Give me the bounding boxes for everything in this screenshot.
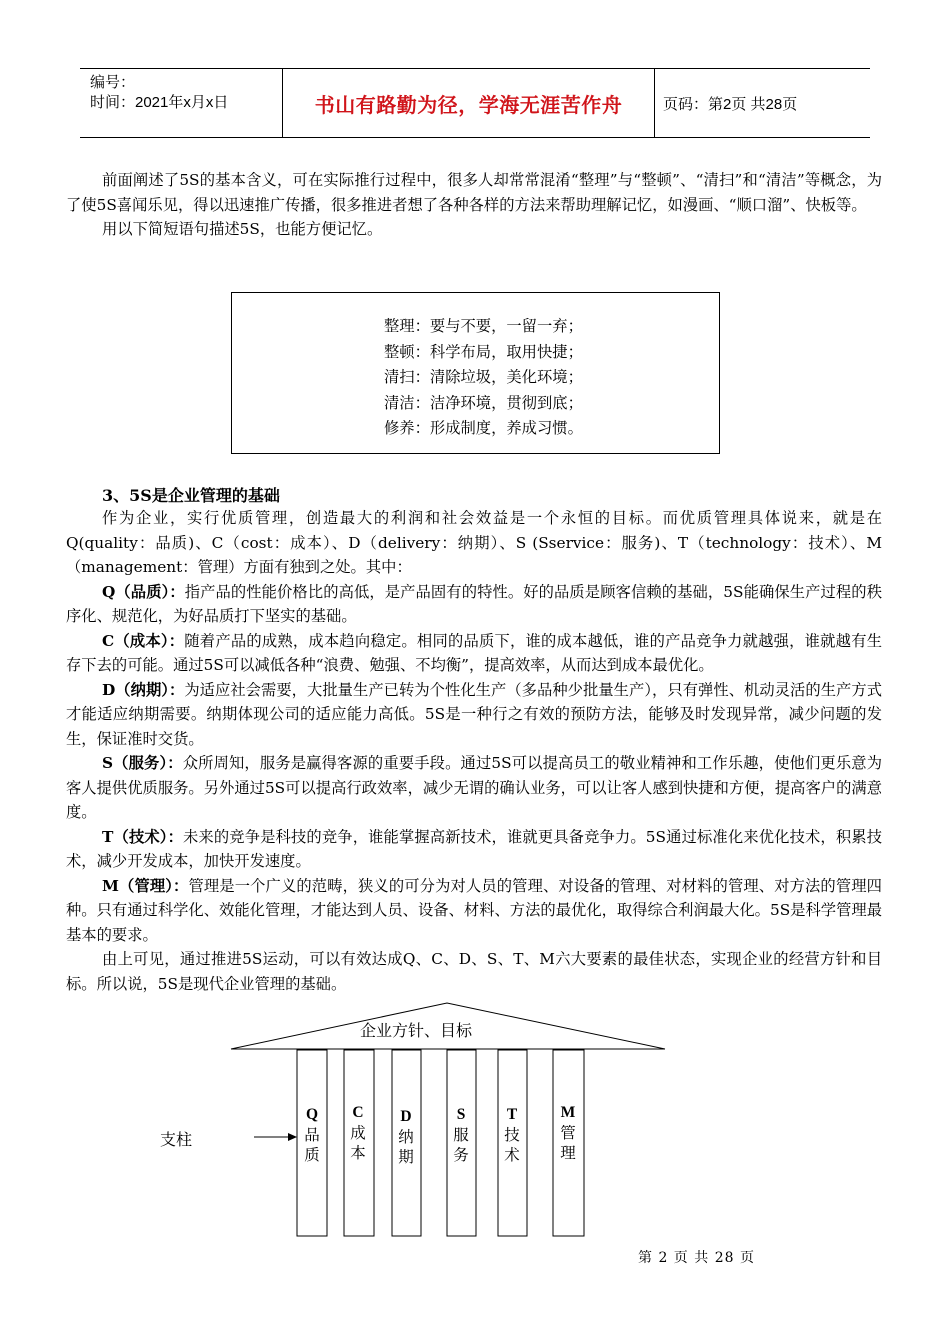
pillar-q-char2: 质	[304, 1146, 320, 1164]
pillar-q-letter: Q	[305, 1106, 319, 1123]
item-delivery-text: 为适应社会需要，大批量生产已转为个性化生产（多品种少批量生产），只有弹性、机动灵活的生产方式才能适应纳期需要。纳期体现公司的适应能力高低。5S是一种行之有效的预防方法，能够及时发现异常，减少问题的发生，保证准时交货。	[66, 680, 882, 748]
header-motto: 书山有路勤为径，学海无涯苦作舟	[314, 94, 623, 117]
pillar-c-letter: C	[352, 1104, 364, 1121]
pillar-t-char1: 技	[504, 1126, 520, 1144]
section-body	[66, 506, 882, 996]
item-technology-text: 未来的竞争是科技的竞争，谁能掌握高新技术，谁就更具备竞争力。5S通过标准化来优化技术，积累技术，减少开发成本，加快开发速度。	[66, 827, 882, 870]
item-service-text: 众所周知，服务是赢得客源的重要手段。通过5S可以提高员工的敬业精神和工作乐趣，使他们更乐意为客人提供优质服务。另外通过5S可以提高行政效率，减少无谓的确认业务，可以让客人感到快捷和方便，提高客户的满意度。	[66, 754, 882, 821]
item-quality-text: 指产品的性能价格比的高低，是产品固有的特性。好的品质是顾客信赖的基础，5S能确保生产过程的秩序化、规范化，为好品质打下坚实的基础。	[66, 582, 882, 625]
support-label: 支柱	[160, 1130, 193, 1149]
item-cost-term: C（成本）：	[102, 631, 185, 650]
section-conclusion: 由上可见，通过推进5S运动，可以有效达成Q、C、D、S、T、M六大要素的最佳状态，实现企业的经营方针和目标。所以说，5S是现代企业管理的基础。	[66, 950, 882, 993]
pillar-d-char2: 期	[398, 1148, 414, 1166]
item-cost	[66, 629, 882, 678]
pillar-t-letter: T	[506, 1106, 518, 1123]
pillar-m-char1: 管	[560, 1124, 576, 1142]
item-technology	[66, 825, 882, 874]
pillar-s-letter: S	[456, 1106, 466, 1123]
pillar-q-text	[301, 1105, 323, 1165]
header-left-cell	[80, 69, 283, 137]
pillar-c-char1: 成	[350, 1124, 366, 1142]
item-service	[66, 751, 882, 825]
summary-line-seiso: 清扫：清除垃圾，美化环境；	[384, 368, 583, 386]
item-quality	[66, 580, 882, 629]
intro-paragraph-1: 前面阐述了5S的基本含义，可在实际推行过程中，很多人却常常混淆“整理”与“整顿”、“清扫”和“清洁”等概念，为了使5S喜闻乐见，得以迅速推广传播，很多推进者想了各种各样的方法来帮助理解记忆，如漫画、“顺口溜”、快板等。	[66, 171, 882, 214]
pillar-q-char1: 品	[304, 1126, 320, 1144]
pillar-c-text	[347, 1103, 369, 1163]
header-right-cell	[655, 69, 870, 137]
item-quality-term: Q（品质）：	[102, 582, 185, 601]
support-arrow-head-icon	[288, 1133, 297, 1141]
intro-paragraph-2: 用以下简短语句描述5S，也能方便记忆。	[102, 220, 383, 238]
roof-label: 企业方针、目标	[360, 1021, 473, 1040]
item-technology-term: T（技术）：	[102, 827, 183, 846]
5s-summary-lines	[384, 314, 583, 442]
page-header	[80, 68, 870, 138]
item-cost-text: 随着产品的成熟，成本趋向稳定。相同的品质下，谁的成本越低，谁的产品竞争力就越强，谁就越有生存下去的可能。通过5S可以减低各种“浪费、勉强、不均衡”，提高效率，从而达到成本最优化。	[66, 631, 882, 674]
pillar-m-char2: 理	[560, 1144, 576, 1162]
item-management-text: 管理是一个广义的范畴，狭义的可分为对人员的管理、对设备的管理、对材料的管理、对方法的管理四种。只有通过科学化、效能化管理，才能达到人员、设备、材料、方法的最优化，取得综合利润最大化。5S是科学管理最基本的要求。	[66, 876, 882, 944]
item-delivery-term: D（纳期）：	[102, 680, 185, 699]
pillar-d-letter: D	[400, 1108, 412, 1125]
pillar-t-text	[501, 1105, 523, 1165]
5s-summary-box	[231, 292, 720, 454]
item-management	[66, 874, 882, 948]
summary-line-shitsuke: 修养：形成制度，养成习惯。	[384, 419, 583, 437]
pillar-s-text	[450, 1105, 472, 1165]
pillar-s-char2: 务	[453, 1146, 469, 1164]
pillar-d-char1: 纳	[398, 1128, 414, 1146]
item-management-term: M（管理）：	[102, 876, 189, 895]
header-page-label: 页码：第2页 共28页	[663, 95, 798, 113]
pillar-t-char2: 术	[504, 1146, 520, 1164]
pillar-s-char1: 服	[453, 1126, 469, 1144]
pillar-c-char2: 本	[350, 1144, 366, 1162]
intro-section	[66, 168, 882, 242]
header-motto-cell	[283, 69, 655, 137]
pillar-m-letter: M	[560, 1104, 576, 1121]
header-time-label: 时间：2021年x月x日	[90, 94, 229, 111]
pillar-d-text	[395, 1107, 417, 1167]
page-footer: 第 2 页 共 28 页	[638, 1250, 755, 1266]
header-code-label: 编号：	[90, 74, 136, 91]
item-service-term: S（服务）：	[102, 754, 183, 772]
item-delivery	[66, 678, 882, 752]
summary-line-seiri: 整理：要与不要，一留一弃；	[384, 317, 583, 335]
section-intro-paragraph: 作为企业，实行优质管理，创造最大的利润和社会效益是一个永恒的目标。而优质管理具体说来，就是在Q(quality：品质)、C（cost：成本）、D（delivery：纳期）、S (Sservice：服务)、T（technology：技术）、M（management：管理）方面有独到之处。其中：	[66, 509, 882, 576]
pillar-m-text	[557, 1103, 579, 1163]
summary-line-seiton: 整顿：科学布局，取用快捷；	[384, 342, 583, 361]
section-title: 3、5S是企业管理的基础	[102, 486, 280, 505]
summary-line-seiketsu: 清洁：洁净环境，贯彻到底；	[384, 393, 583, 412]
